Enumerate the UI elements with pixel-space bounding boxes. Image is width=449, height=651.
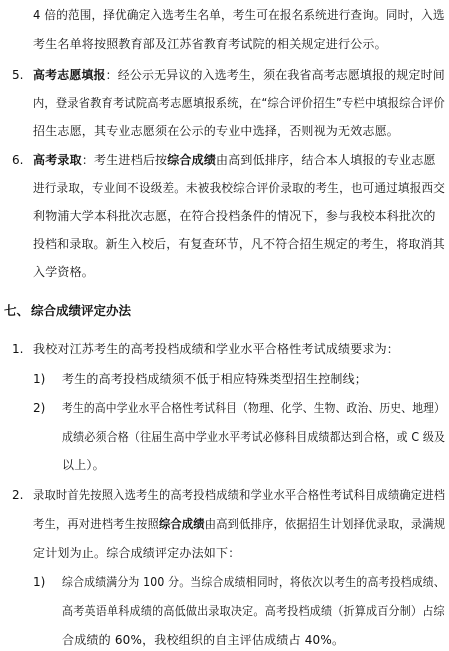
- item5-line1-rest: ：经公示无异议的入选考生，须在我省高考志愿填报的规定时间: [105, 68, 445, 82]
- s7-item1-sub2-number: 2): [33, 401, 46, 415]
- item6-line1-b: 由高到低排序，结合本人填报的专业志愿: [216, 153, 436, 167]
- item6-line1-bold: 综合成绩: [167, 153, 217, 167]
- item6-number: 6.: [12, 153, 24, 167]
- item6-line-1: [33, 152, 436, 168]
- s7-item2-line2-bold: 综合成绩: [158, 517, 205, 531]
- intro-line-1: 4 倍的范围，择优确定入选考生名单，考生可在报名系统进行查询。同时，入选: [33, 8, 445, 22]
- item5-number: 5.: [12, 68, 24, 82]
- s7-item2-sub1-line-2: 高考英语单科成绩的高低做出录取决定。高考投档成绩（折算成百分制）占综: [62, 604, 445, 618]
- s7-item1-sub2-line-2: 成绩必须合格（往届生高中学业水平考试必修科目成绩都达到合格，或 C 级及: [62, 430, 446, 444]
- item6-line1-a: ：考生进档后按: [81, 153, 168, 167]
- s7-item1-text: 我校对江苏考生的高考投档成绩和学业水平合格性考试成绩要求为：: [33, 342, 400, 356]
- item6-line-5: 入学资格。: [33, 265, 95, 279]
- s7-item2-sub1-line-3: 合成绩的 60%，我校组织的自主评估成绩占 40%。: [62, 633, 345, 647]
- section7-title: 综合成绩评定办法: [31, 303, 132, 318]
- s7-item2-sub1-line-1: 综合成绩满分为 100 分。当综合成绩相同时，将依次以考生的高考投档成绩、: [62, 575, 445, 589]
- s7-item2-line-2: [33, 516, 445, 532]
- s7-item2-sub1-number: 1): [33, 575, 46, 589]
- s7-item2-line-1: 录取时首先按照入选考生的高考投档成绩和学业水平合格性考试科目成绩确定进档: [33, 488, 446, 502]
- item6-line-4: 投档和录取。新生入校后，有复查环节，凡不符合招生规定的考生，将取消其: [33, 237, 445, 251]
- item6-line-2: 进行录取，专业间不设级差。未被我校综合评价录取的考生，也可通过填报西交: [33, 181, 446, 195]
- s7-item2-line-3: 定计划为止。综合成绩评定办法如下：: [33, 546, 241, 560]
- intro-line-2: 考生名单将按照教育部及江苏省教育考试院的相关规定进行公示。: [33, 37, 387, 51]
- s7-item1-sub2-line-3: 以上）。: [62, 458, 105, 472]
- s7-item2-number: 2.: [12, 488, 24, 502]
- section7-number: 七、: [4, 303, 30, 318]
- item6-title: 高考录取: [33, 153, 82, 167]
- s7-item2-line2-a: 考生，再对进档考生按照: [33, 517, 159, 531]
- s7-item2-line2-b: 由高到低排序，依据招生计划择优录取，录满规: [204, 517, 446, 531]
- s7-item1-sub1-text: 考生的高考投档成绩须不低于相应特殊类型招生控制线；: [62, 372, 368, 386]
- item5-title: 高考志愿填报: [33, 68, 106, 82]
- item5-line-2: 内，登录省教育考试院高考志愿填报系统，在“综合评价招生”专栏中填报综合评价: [33, 96, 445, 110]
- item5-line-1: [33, 67, 445, 83]
- s7-item1-sub2-line-1: 考生的高中学业水平合格性考试科目（物理、化学、生物、政治、历史、地理）: [62, 401, 446, 415]
- item5-line-3: 招生志愿，其专业志愿须在公示的专业中选择，否则视为无效志愿。: [33, 124, 400, 138]
- s7-item1-sub1-number: 1): [33, 372, 46, 386]
- s7-item1-number: 1.: [12, 342, 24, 356]
- item6-line-3: 利物浦大学本科批次志愿，在符合投档条件的情况下，参与我校本科批次的: [33, 209, 436, 223]
